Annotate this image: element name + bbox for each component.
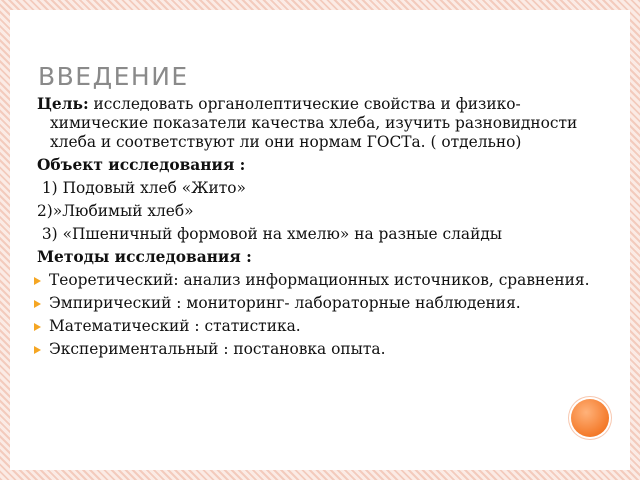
bullet-arrow-icon [34,346,41,354]
slide-title: ВВЕДЕНИЕ [38,62,189,91]
methods-heading: Методы исследования : [37,248,252,266]
object-heading: Объект исследования : [37,156,246,174]
bullet-arrow-icon [34,300,41,308]
decorative-circle-icon [571,399,609,437]
goal-text: исследовать органолептические свойства и физико-химические показатели качества хлеба, изучить разновидности хлеба и соответствуют ли они нормам ГОСТа. ( отдельно) [50,95,578,151]
method-item [37,340,607,359]
method-text: Математический : статистика. [49,317,301,335]
object-item-1: 1) Подовый хлеб «Жито» [37,179,246,197]
slide-body [37,95,607,363]
object-item-2: 2)»Любимый хлеб» [37,202,194,220]
method-item [37,271,607,290]
method-text: Экспериментальный : постановка опыта. [49,340,386,358]
method-text: Эмпирический : мониторинг- лабораторные наблюдения. [49,294,521,312]
object-item-3: 3) «Пшеничный формовой на хмелю» на разные слайды [37,225,503,243]
method-item [37,317,607,336]
method-item [37,294,607,313]
method-text: Теоретический: анализ информационных источников, сравнения. [49,271,590,289]
goal-paragraph [37,95,607,152]
goal-label: Цель: [37,95,89,113]
bullet-arrow-icon [34,323,41,331]
bullet-arrow-icon [34,277,41,285]
